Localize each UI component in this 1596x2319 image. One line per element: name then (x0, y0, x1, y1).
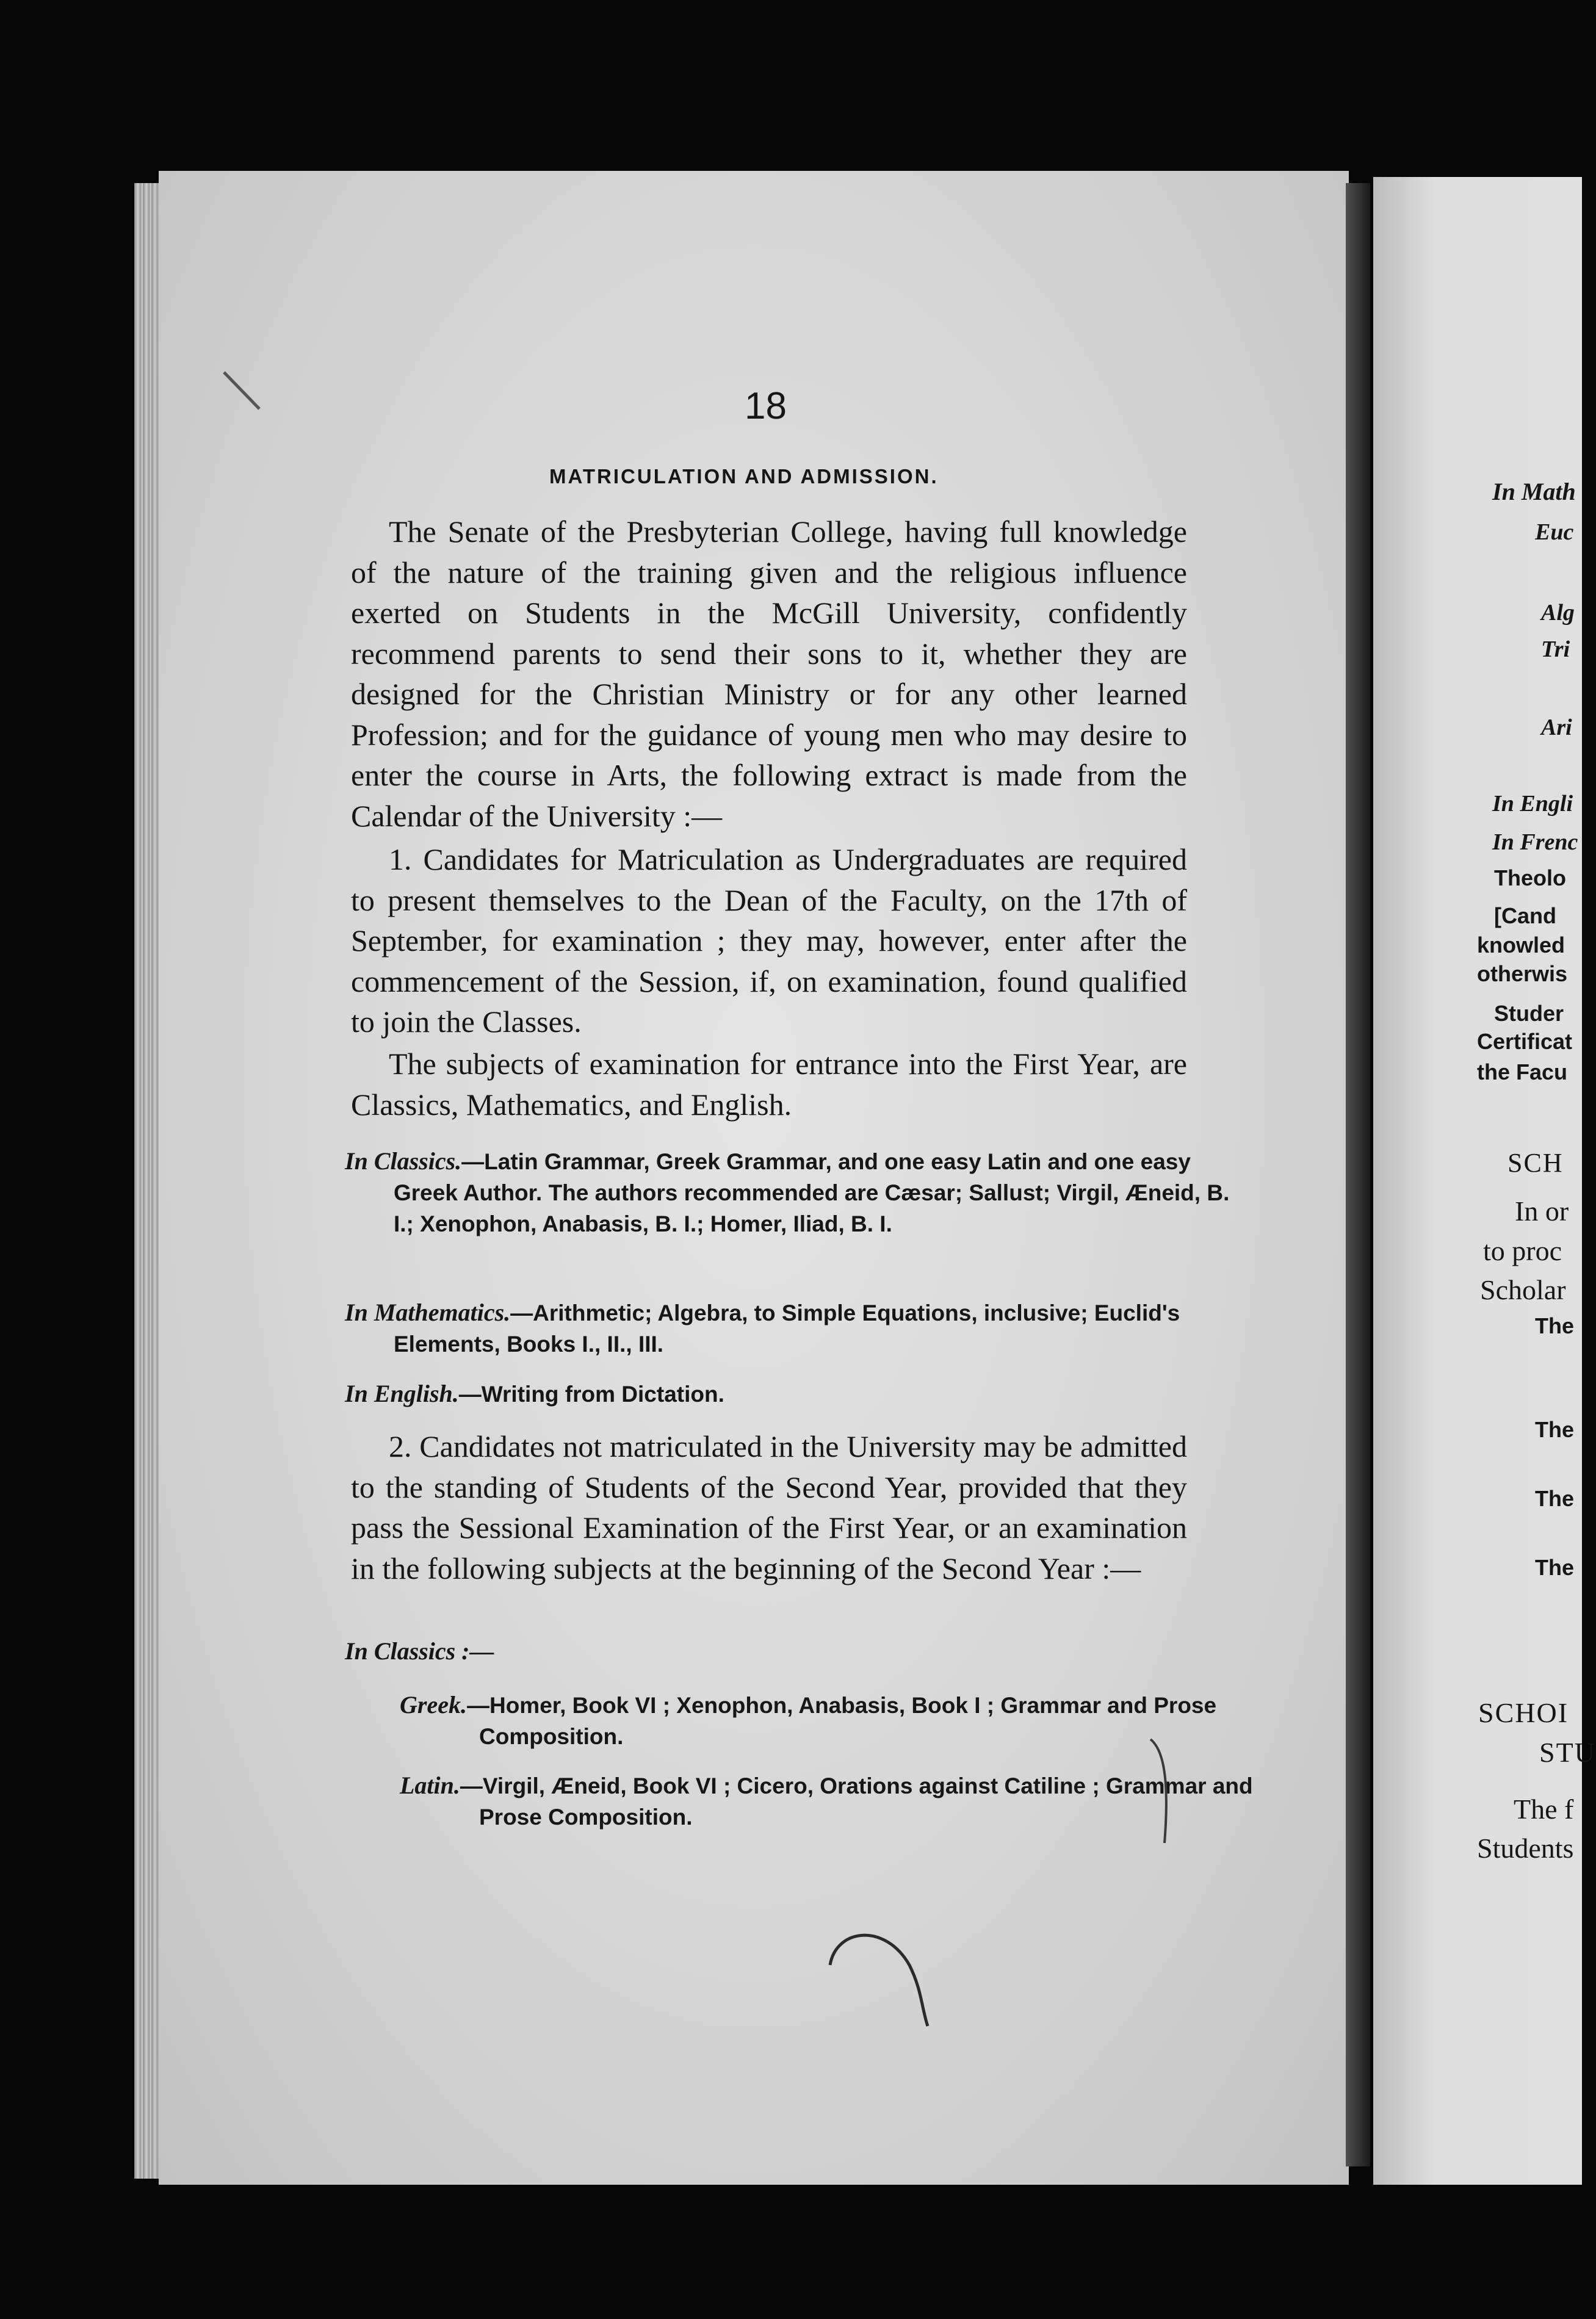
english-text: —Writing from Dictation. (458, 1382, 724, 1407)
latin-text: —Virgil, Æneid, Book VI ; Cicero, Orations against Catiline ; Grammar and Prose Composition. (460, 1773, 1253, 1830)
pencil-mark (818, 1922, 940, 2038)
right-fragment: otherwis (1477, 961, 1568, 986)
english-requirement (345, 1378, 1242, 1410)
right-fragment: In or (1515, 1196, 1569, 1227)
mathematics-text: —Arithmetic; Algebra, to Simple Equations, inclusive; Euclid's Elements, Books I., II., III. (394, 1300, 1180, 1357)
classics-label: In Classics. (345, 1147, 462, 1175)
right-fragment: STU (1539, 1737, 1596, 1768)
section-heading: MATRICULATION AND ADMISSION. (549, 465, 939, 488)
right-fragment: [Cand (1494, 903, 1556, 928)
mathematics-requirement (345, 1297, 1242, 1360)
right-fragment: In Engli (1492, 791, 1573, 817)
right-fragment: In Math (1492, 478, 1576, 505)
greek-requirement (400, 1689, 1266, 1752)
page-number: 18 (745, 385, 787, 427)
right-fragment: the Facu (1477, 1059, 1568, 1084)
right-fragment: Students (1477, 1833, 1574, 1864)
book-gutter (1346, 183, 1370, 2166)
item-1-paragraph: 1. Candidates for Matriculation as Undergraduates are required to present themselves to the Dean of the Faculty, on the 17th of September, for examination ; they may, however, enter after the commencement of the Session, if, on examination, found qualified to join the Classes. (351, 842, 1187, 1039)
right-page (1373, 177, 1596, 2185)
latin-label: Latin. (400, 1772, 460, 1799)
right-fragment: The (1535, 1417, 1575, 1442)
greek-label: Greek. (400, 1691, 467, 1719)
right-fragment: The f (1514, 1794, 1574, 1825)
right-fragment: Euc (1535, 519, 1574, 545)
right-fragment: The (1535, 1555, 1575, 1580)
bracket-mark (1147, 1733, 1184, 1849)
right-fragment: The (1535, 1486, 1575, 1511)
english-label: In English. (345, 1380, 459, 1407)
mathematics-label: In Mathematics. (345, 1299, 511, 1326)
right-fragment: The (1535, 1313, 1575, 1338)
right-fragment: Ari (1541, 715, 1572, 740)
latin-requirement (400, 1770, 1266, 1833)
right-fragment: SCH (1508, 1148, 1564, 1178)
right-fragment: In Frenc (1492, 829, 1578, 855)
subjects-paragraph: The subjects of examination for entrance into the First Year, are Classics, Mathematics, and English. (351, 1047, 1187, 1122)
right-fragment: Theolo (1494, 865, 1566, 890)
right-fragment: Certificat (1477, 1029, 1573, 1054)
corner-mark (223, 366, 265, 415)
classics-text: —Latin Grammar, Greek Grammar, and one easy Latin and one easy Greek Author. The authors recommended are Cæsar; Sallust; Virgil, Æneid, B. I.; Xenophon, Anabasis, B. I.; Homer, Iliad, B. I. (394, 1149, 1230, 1236)
item-2-paragraph: 2. Candidates not matriculated in the University may be admitted to the standing of Students of the Second Year, provided that they pass the Sessional Examination of the First Year, or an examination in the following subjects at the beginning of the Second Year :— (351, 1429, 1187, 1585)
classics-requirement (345, 1145, 1242, 1239)
right-fragment: Studer (1494, 1001, 1564, 1026)
intro-paragraph: The Senate of the Presbyterian College, having full knowledge of the nature of the training given and the religious influence exerted on Students in the McGill University, confidently recommend parents to send their sons to it, whether they are designed for the Christian Ministry or for any other learned Profession; and for the guidance of young men who may desire to enter the course in Arts, the following extract is made from the Calendar of the University :— (351, 514, 1187, 833)
right-fragment: SCHOI (1478, 1697, 1569, 1728)
right-fragment: Tri (1541, 637, 1570, 662)
right-fragment: Scholar (1480, 1274, 1566, 1305)
right-fragment: knowled (1477, 932, 1565, 958)
classics-2-heading (345, 1636, 494, 1667)
greek-text: —Homer, Book VI ; Xenophon, Anabasis, Book I ; Grammar and Prose Composition. (466, 1693, 1217, 1749)
right-fragment: to proc (1483, 1235, 1562, 1266)
classics-2-label: In Classics :— (345, 1637, 494, 1665)
right-fragment: Alg (1541, 600, 1575, 626)
